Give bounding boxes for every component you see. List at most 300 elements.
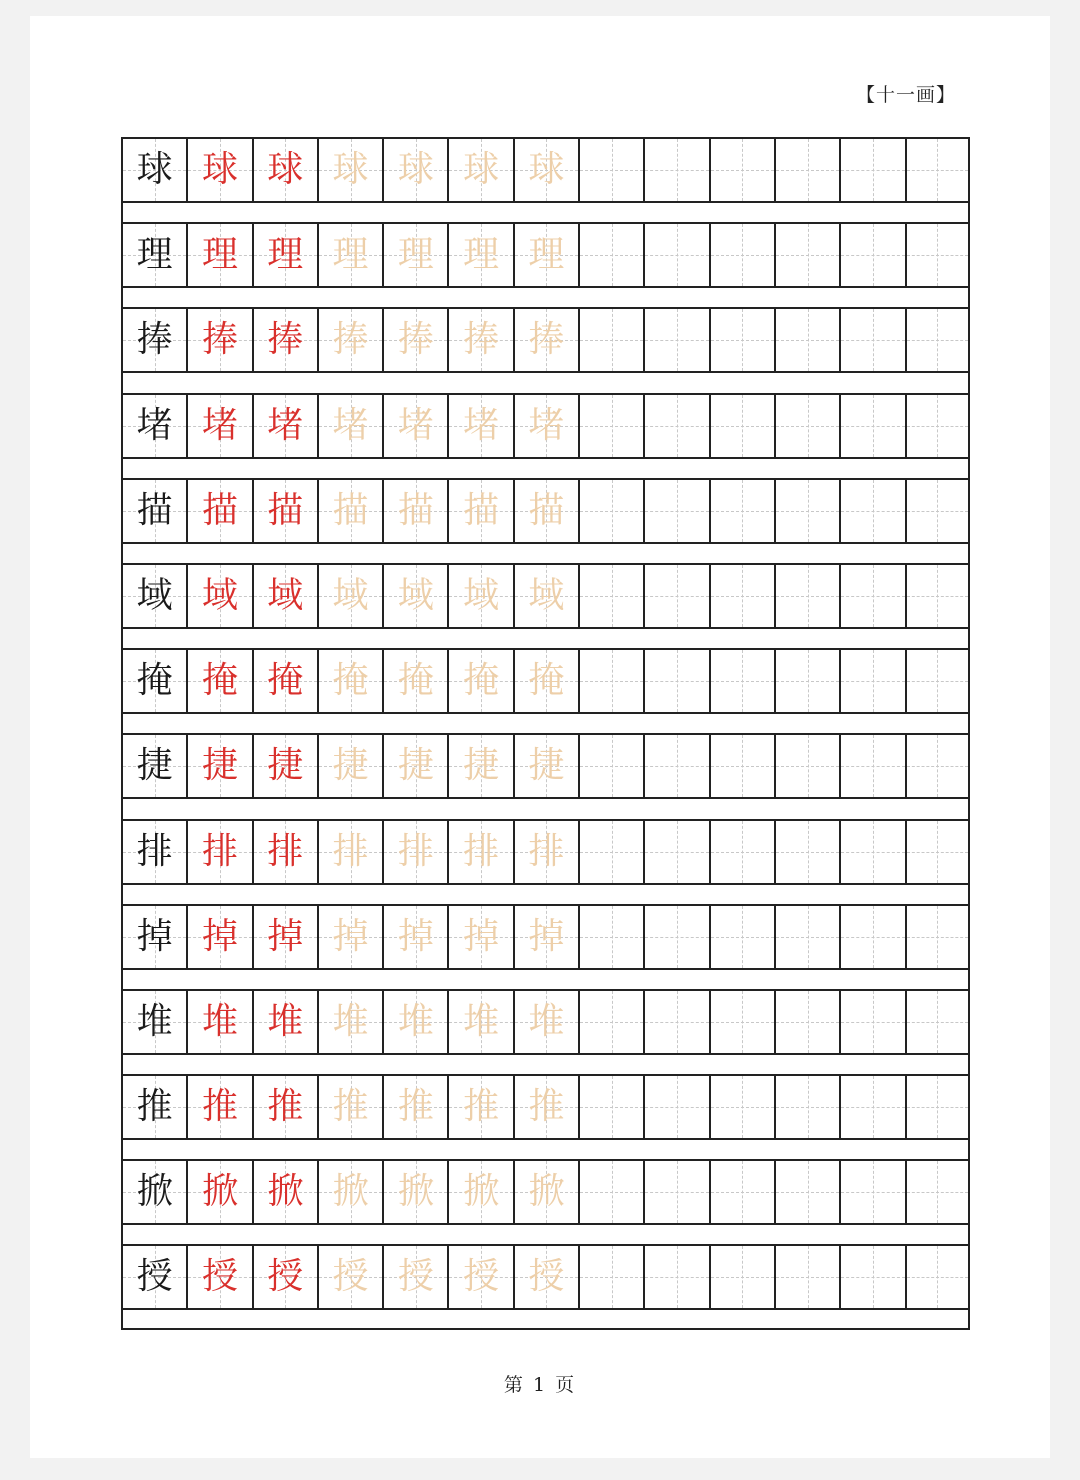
model-character-cell	[121, 395, 186, 457]
trace-character-cell	[382, 395, 447, 457]
trace-character-cell	[317, 480, 382, 542]
copy-character-cell	[252, 735, 317, 797]
empty-practice-cell	[709, 1161, 774, 1223]
copy-character-cell	[186, 991, 251, 1053]
character-glyph: 掀	[463, 1171, 500, 1213]
trace-character-cell	[317, 224, 382, 286]
character-glyph: 堆	[332, 1000, 369, 1042]
trace-character-cell	[382, 139, 447, 201]
empty-practice-cell	[643, 224, 708, 286]
character-glyph: 堵	[201, 404, 238, 446]
empty-practice-cell	[839, 991, 904, 1053]
character-glyph: 域	[267, 574, 304, 616]
character-glyph: 推	[267, 1086, 304, 1128]
empty-practice-cell	[839, 650, 904, 712]
model-character-cell	[121, 1076, 186, 1138]
trace-character-cell	[382, 309, 447, 371]
character-glyph: 堵	[332, 404, 369, 446]
character-glyph: 描	[136, 489, 173, 531]
worksheet-page	[30, 16, 1050, 1458]
empty-practice-cell	[709, 991, 774, 1053]
character-glyph: 授	[463, 1256, 500, 1298]
empty-practice-cell	[774, 309, 839, 371]
character-glyph: 理	[267, 234, 304, 276]
character-glyph: 推	[463, 1086, 500, 1128]
copy-character-cell	[252, 395, 317, 457]
tianzige-cell-group	[121, 904, 970, 970]
character-glyph: 理	[528, 234, 565, 276]
trace-character-cell	[317, 139, 382, 201]
character-glyph: 排	[463, 830, 500, 872]
character-glyph: 球	[397, 149, 434, 190]
empty-practice-cell	[709, 821, 774, 883]
trace-character-cell	[317, 650, 382, 712]
empty-practice-cell	[905, 650, 970, 712]
character-glyph: 域	[463, 574, 500, 616]
practice-row	[123, 478, 968, 563]
character-glyph: 理	[332, 234, 369, 276]
trace-character-cell	[447, 224, 512, 286]
trace-character-cell	[382, 1076, 447, 1138]
character-glyph: 推	[332, 1086, 369, 1128]
empty-practice-cell	[643, 821, 708, 883]
empty-practice-cell	[839, 395, 904, 457]
practice-row	[123, 1159, 968, 1244]
model-character-cell	[121, 906, 186, 968]
character-glyph: 域	[397, 574, 434, 616]
character-glyph: 捷	[397, 745, 434, 787]
trace-character-cell	[513, 650, 578, 712]
empty-practice-cell	[774, 650, 839, 712]
trace-character-cell	[513, 1246, 578, 1308]
character-glyph: 授	[201, 1256, 238, 1298]
practice-row	[123, 137, 968, 222]
empty-practice-cell	[578, 224, 643, 286]
character-glyph: 掉	[397, 915, 434, 957]
empty-practice-cell	[578, 821, 643, 883]
practice-row	[123, 307, 968, 392]
trace-character-cell	[447, 480, 512, 542]
empty-practice-cell	[839, 1076, 904, 1138]
empty-practice-cell	[578, 395, 643, 457]
trace-character-cell	[513, 565, 578, 627]
empty-practice-cell	[839, 1161, 904, 1223]
character-glyph: 描	[528, 489, 565, 531]
practice-row	[123, 1244, 968, 1329]
trace-character-cell	[317, 991, 382, 1053]
empty-practice-cell	[643, 480, 708, 542]
character-glyph: 捷	[136, 745, 173, 787]
empty-practice-cell	[643, 991, 708, 1053]
copy-character-cell	[252, 139, 317, 201]
character-glyph: 捧	[136, 319, 173, 361]
empty-practice-cell	[643, 650, 708, 712]
character-glyph: 排	[201, 830, 238, 872]
trace-character-cell	[382, 991, 447, 1053]
empty-practice-cell	[774, 1076, 839, 1138]
tianzige-cell-group	[121, 819, 970, 885]
empty-practice-cell	[643, 906, 708, 968]
empty-practice-cell	[709, 906, 774, 968]
copy-character-cell	[252, 224, 317, 286]
empty-practice-cell	[774, 1161, 839, 1223]
tianzige-cell-group	[121, 563, 970, 629]
trace-character-cell	[317, 309, 382, 371]
character-glyph: 掉	[463, 915, 500, 957]
empty-practice-cell	[709, 480, 774, 542]
empty-practice-cell	[643, 309, 708, 371]
empty-practice-cell	[774, 395, 839, 457]
practice-row	[123, 393, 968, 478]
copy-character-cell	[186, 906, 251, 968]
tianzige-cell-group	[121, 478, 970, 544]
character-glyph: 掩	[397, 660, 434, 702]
empty-practice-cell	[774, 224, 839, 286]
trace-character-cell	[317, 1246, 382, 1308]
copy-character-cell	[186, 1246, 251, 1308]
trace-character-cell	[382, 821, 447, 883]
character-glyph: 堆	[397, 1000, 434, 1042]
empty-practice-cell	[774, 821, 839, 883]
trace-character-cell	[382, 735, 447, 797]
trace-character-cell	[513, 1161, 578, 1223]
character-glyph: 掀	[267, 1171, 304, 1213]
copy-character-cell	[252, 1161, 317, 1223]
tianzige-cell-group	[121, 393, 970, 459]
copy-character-cell	[252, 309, 317, 371]
copy-character-cell	[252, 480, 317, 542]
model-character-cell	[121, 309, 186, 371]
practice-row	[123, 819, 968, 904]
trace-character-cell	[513, 991, 578, 1053]
character-glyph: 域	[528, 574, 565, 616]
tianzige-cell-group	[121, 1074, 970, 1140]
trace-character-cell	[447, 565, 512, 627]
empty-practice-cell	[578, 139, 643, 201]
character-glyph: 捷	[201, 745, 238, 787]
character-glyph: 堵	[463, 404, 500, 446]
empty-practice-cell	[578, 1246, 643, 1308]
character-glyph: 捷	[528, 745, 565, 787]
copy-character-cell	[186, 224, 251, 286]
empty-practice-cell	[839, 735, 904, 797]
character-glyph: 掀	[397, 1171, 434, 1213]
trace-character-cell	[382, 906, 447, 968]
character-glyph: 堵	[528, 404, 565, 446]
copy-character-cell	[186, 1076, 251, 1138]
character-glyph: 堵	[136, 404, 173, 446]
empty-practice-cell	[905, 1161, 970, 1223]
character-glyph: 授	[332, 1256, 369, 1298]
character-glyph: 掉	[267, 915, 304, 957]
trace-character-cell	[317, 821, 382, 883]
practice-grid	[121, 137, 970, 1330]
empty-practice-cell	[578, 480, 643, 542]
character-glyph: 掉	[332, 915, 369, 957]
character-glyph: 球	[463, 149, 500, 190]
empty-practice-cell	[839, 309, 904, 371]
empty-practice-cell	[709, 224, 774, 286]
character-glyph: 掩	[201, 660, 238, 702]
trace-character-cell	[382, 480, 447, 542]
model-character-cell	[121, 565, 186, 627]
empty-practice-cell	[774, 735, 839, 797]
character-glyph: 掀	[201, 1171, 238, 1213]
trace-character-cell	[513, 735, 578, 797]
copy-character-cell	[252, 906, 317, 968]
character-glyph: 理	[397, 234, 434, 276]
copy-character-cell	[186, 1161, 251, 1223]
character-glyph: 描	[201, 489, 238, 531]
character-glyph: 堆	[528, 1000, 565, 1042]
trace-character-cell	[513, 906, 578, 968]
character-glyph: 掩	[136, 660, 173, 702]
practice-row	[123, 989, 968, 1074]
empty-practice-cell	[709, 395, 774, 457]
character-glyph: 捷	[267, 745, 304, 787]
trace-character-cell	[447, 735, 512, 797]
trace-character-cell	[513, 309, 578, 371]
trace-character-cell	[447, 309, 512, 371]
character-glyph: 域	[201, 574, 238, 616]
empty-practice-cell	[709, 1246, 774, 1308]
empty-practice-cell	[839, 480, 904, 542]
character-glyph: 堆	[136, 1000, 173, 1042]
model-character-cell	[121, 1246, 186, 1308]
character-glyph: 掀	[528, 1171, 565, 1213]
character-glyph: 描	[267, 489, 304, 531]
empty-practice-cell	[839, 139, 904, 201]
character-glyph: 描	[332, 489, 369, 531]
character-glyph: 推	[201, 1086, 238, 1128]
character-glyph: 堆	[463, 1000, 500, 1042]
copy-character-cell	[186, 650, 251, 712]
trace-character-cell	[382, 224, 447, 286]
character-glyph: 排	[267, 830, 304, 872]
empty-practice-cell	[774, 565, 839, 627]
copy-character-cell	[186, 309, 251, 371]
character-glyph: 域	[332, 574, 369, 616]
empty-practice-cell	[839, 224, 904, 286]
empty-practice-cell	[905, 480, 970, 542]
empty-practice-cell	[774, 1246, 839, 1308]
character-glyph: 堵	[267, 404, 304, 446]
stroke-count-header: 【十一画】	[856, 84, 957, 106]
character-glyph: 球	[332, 149, 369, 190]
character-glyph: 描	[463, 489, 500, 531]
empty-practice-cell	[643, 735, 708, 797]
model-character-cell	[121, 650, 186, 712]
copy-character-cell	[186, 821, 251, 883]
character-glyph: 掩	[267, 660, 304, 702]
character-glyph: 掀	[332, 1171, 369, 1213]
empty-practice-cell	[709, 309, 774, 371]
character-glyph: 捷	[332, 745, 369, 787]
trace-character-cell	[447, 991, 512, 1053]
trace-character-cell	[382, 1161, 447, 1223]
empty-practice-cell	[709, 1076, 774, 1138]
empty-practice-cell	[578, 1076, 643, 1138]
trace-character-cell	[382, 1246, 447, 1308]
copy-character-cell	[186, 565, 251, 627]
character-glyph: 排	[136, 830, 173, 872]
tianzige-cell-group	[121, 733, 970, 799]
empty-practice-cell	[709, 650, 774, 712]
empty-practice-cell	[643, 395, 708, 457]
character-glyph: 掉	[136, 915, 173, 957]
copy-character-cell	[186, 735, 251, 797]
character-glyph: 捧	[332, 319, 369, 361]
empty-practice-cell	[578, 906, 643, 968]
trace-character-cell	[382, 650, 447, 712]
character-glyph: 堵	[397, 404, 434, 446]
model-character-cell	[121, 139, 186, 201]
trace-character-cell	[447, 821, 512, 883]
empty-practice-cell	[905, 906, 970, 968]
trace-character-cell	[513, 139, 578, 201]
empty-practice-cell	[905, 139, 970, 201]
empty-practice-cell	[709, 735, 774, 797]
practice-row	[123, 1074, 968, 1159]
empty-practice-cell	[905, 395, 970, 457]
empty-practice-cell	[709, 565, 774, 627]
character-glyph: 描	[397, 489, 434, 531]
character-glyph: 排	[528, 830, 565, 872]
empty-practice-cell	[578, 650, 643, 712]
character-glyph: 理	[136, 234, 173, 276]
character-glyph: 掩	[528, 660, 565, 702]
character-glyph: 理	[463, 234, 500, 276]
model-character-cell	[121, 821, 186, 883]
trace-character-cell	[513, 1076, 578, 1138]
character-glyph: 捧	[267, 319, 304, 361]
character-glyph: 推	[397, 1086, 434, 1128]
empty-practice-cell	[774, 991, 839, 1053]
empty-practice-cell	[839, 821, 904, 883]
empty-practice-cell	[905, 1246, 970, 1308]
trace-character-cell	[447, 139, 512, 201]
model-character-cell	[121, 1161, 186, 1223]
copy-character-cell	[252, 1076, 317, 1138]
trace-character-cell	[513, 224, 578, 286]
empty-practice-cell	[578, 565, 643, 627]
character-glyph: 球	[528, 149, 565, 190]
tianzige-cell-group	[121, 307, 970, 373]
copy-character-cell	[252, 1246, 317, 1308]
copy-character-cell	[252, 650, 317, 712]
trace-character-cell	[447, 1161, 512, 1223]
tianzige-cell-group	[121, 989, 970, 1055]
character-glyph: 捷	[463, 745, 500, 787]
practice-row	[123, 733, 968, 818]
empty-practice-cell	[905, 991, 970, 1053]
trace-character-cell	[513, 821, 578, 883]
character-glyph: 授	[267, 1256, 304, 1298]
copy-character-cell	[186, 139, 251, 201]
empty-practice-cell	[643, 1246, 708, 1308]
model-character-cell	[121, 224, 186, 286]
character-glyph: 掉	[201, 915, 238, 957]
character-glyph: 排	[397, 830, 434, 872]
character-glyph: 授	[397, 1256, 434, 1298]
empty-practice-cell	[643, 139, 708, 201]
tianzige-cell-group	[121, 137, 970, 203]
trace-character-cell	[317, 735, 382, 797]
model-character-cell	[121, 735, 186, 797]
copy-character-cell	[252, 565, 317, 627]
empty-practice-cell	[905, 821, 970, 883]
trace-character-cell	[317, 1161, 382, 1223]
empty-practice-cell	[578, 309, 643, 371]
trace-character-cell	[382, 565, 447, 627]
tianzige-cell-group	[121, 1159, 970, 1225]
trace-character-cell	[447, 1076, 512, 1138]
character-glyph: 授	[528, 1256, 565, 1298]
practice-row	[123, 222, 968, 307]
trace-character-cell	[317, 906, 382, 968]
character-glyph: 堆	[267, 1000, 304, 1042]
empty-practice-cell	[905, 1076, 970, 1138]
trace-character-cell	[447, 395, 512, 457]
model-character-cell	[121, 991, 186, 1053]
copy-character-cell	[186, 480, 251, 542]
character-glyph: 捧	[528, 319, 565, 361]
tianzige-cell-group	[121, 648, 970, 714]
character-glyph: 理	[201, 234, 238, 276]
empty-practice-cell	[643, 1076, 708, 1138]
empty-practice-cell	[709, 139, 774, 201]
empty-practice-cell	[839, 906, 904, 968]
trace-character-cell	[513, 395, 578, 457]
character-glyph: 球	[201, 149, 238, 190]
trace-character-cell	[447, 1246, 512, 1308]
tianzige-cell-group	[121, 222, 970, 288]
character-glyph: 捧	[397, 319, 434, 361]
tianzige-cell-group	[121, 1244, 970, 1310]
empty-practice-cell	[774, 480, 839, 542]
character-glyph: 球	[267, 149, 304, 190]
character-glyph: 推	[528, 1086, 565, 1128]
empty-practice-cell	[578, 1161, 643, 1223]
character-glyph: 掀	[136, 1171, 173, 1213]
copy-character-cell	[186, 395, 251, 457]
character-glyph: 堆	[201, 1000, 238, 1042]
character-glyph: 掩	[463, 660, 500, 702]
practice-row	[123, 563, 968, 648]
practice-row	[123, 904, 968, 989]
model-character-cell	[121, 480, 186, 542]
character-glyph: 捧	[201, 319, 238, 361]
trace-character-cell	[317, 565, 382, 627]
character-glyph: 授	[136, 1256, 173, 1298]
empty-practice-cell	[839, 1246, 904, 1308]
copy-character-cell	[252, 821, 317, 883]
empty-practice-cell	[905, 735, 970, 797]
empty-practice-cell	[839, 565, 904, 627]
character-glyph: 球	[136, 149, 173, 190]
character-glyph: 推	[136, 1086, 173, 1128]
empty-practice-cell	[643, 565, 708, 627]
trace-character-cell	[513, 480, 578, 542]
empty-practice-cell	[905, 565, 970, 627]
empty-practice-cell	[578, 735, 643, 797]
trace-character-cell	[317, 395, 382, 457]
copy-character-cell	[252, 991, 317, 1053]
character-glyph: 排	[332, 830, 369, 872]
character-glyph: 掩	[332, 660, 369, 702]
empty-practice-cell	[774, 906, 839, 968]
empty-practice-cell	[905, 224, 970, 286]
